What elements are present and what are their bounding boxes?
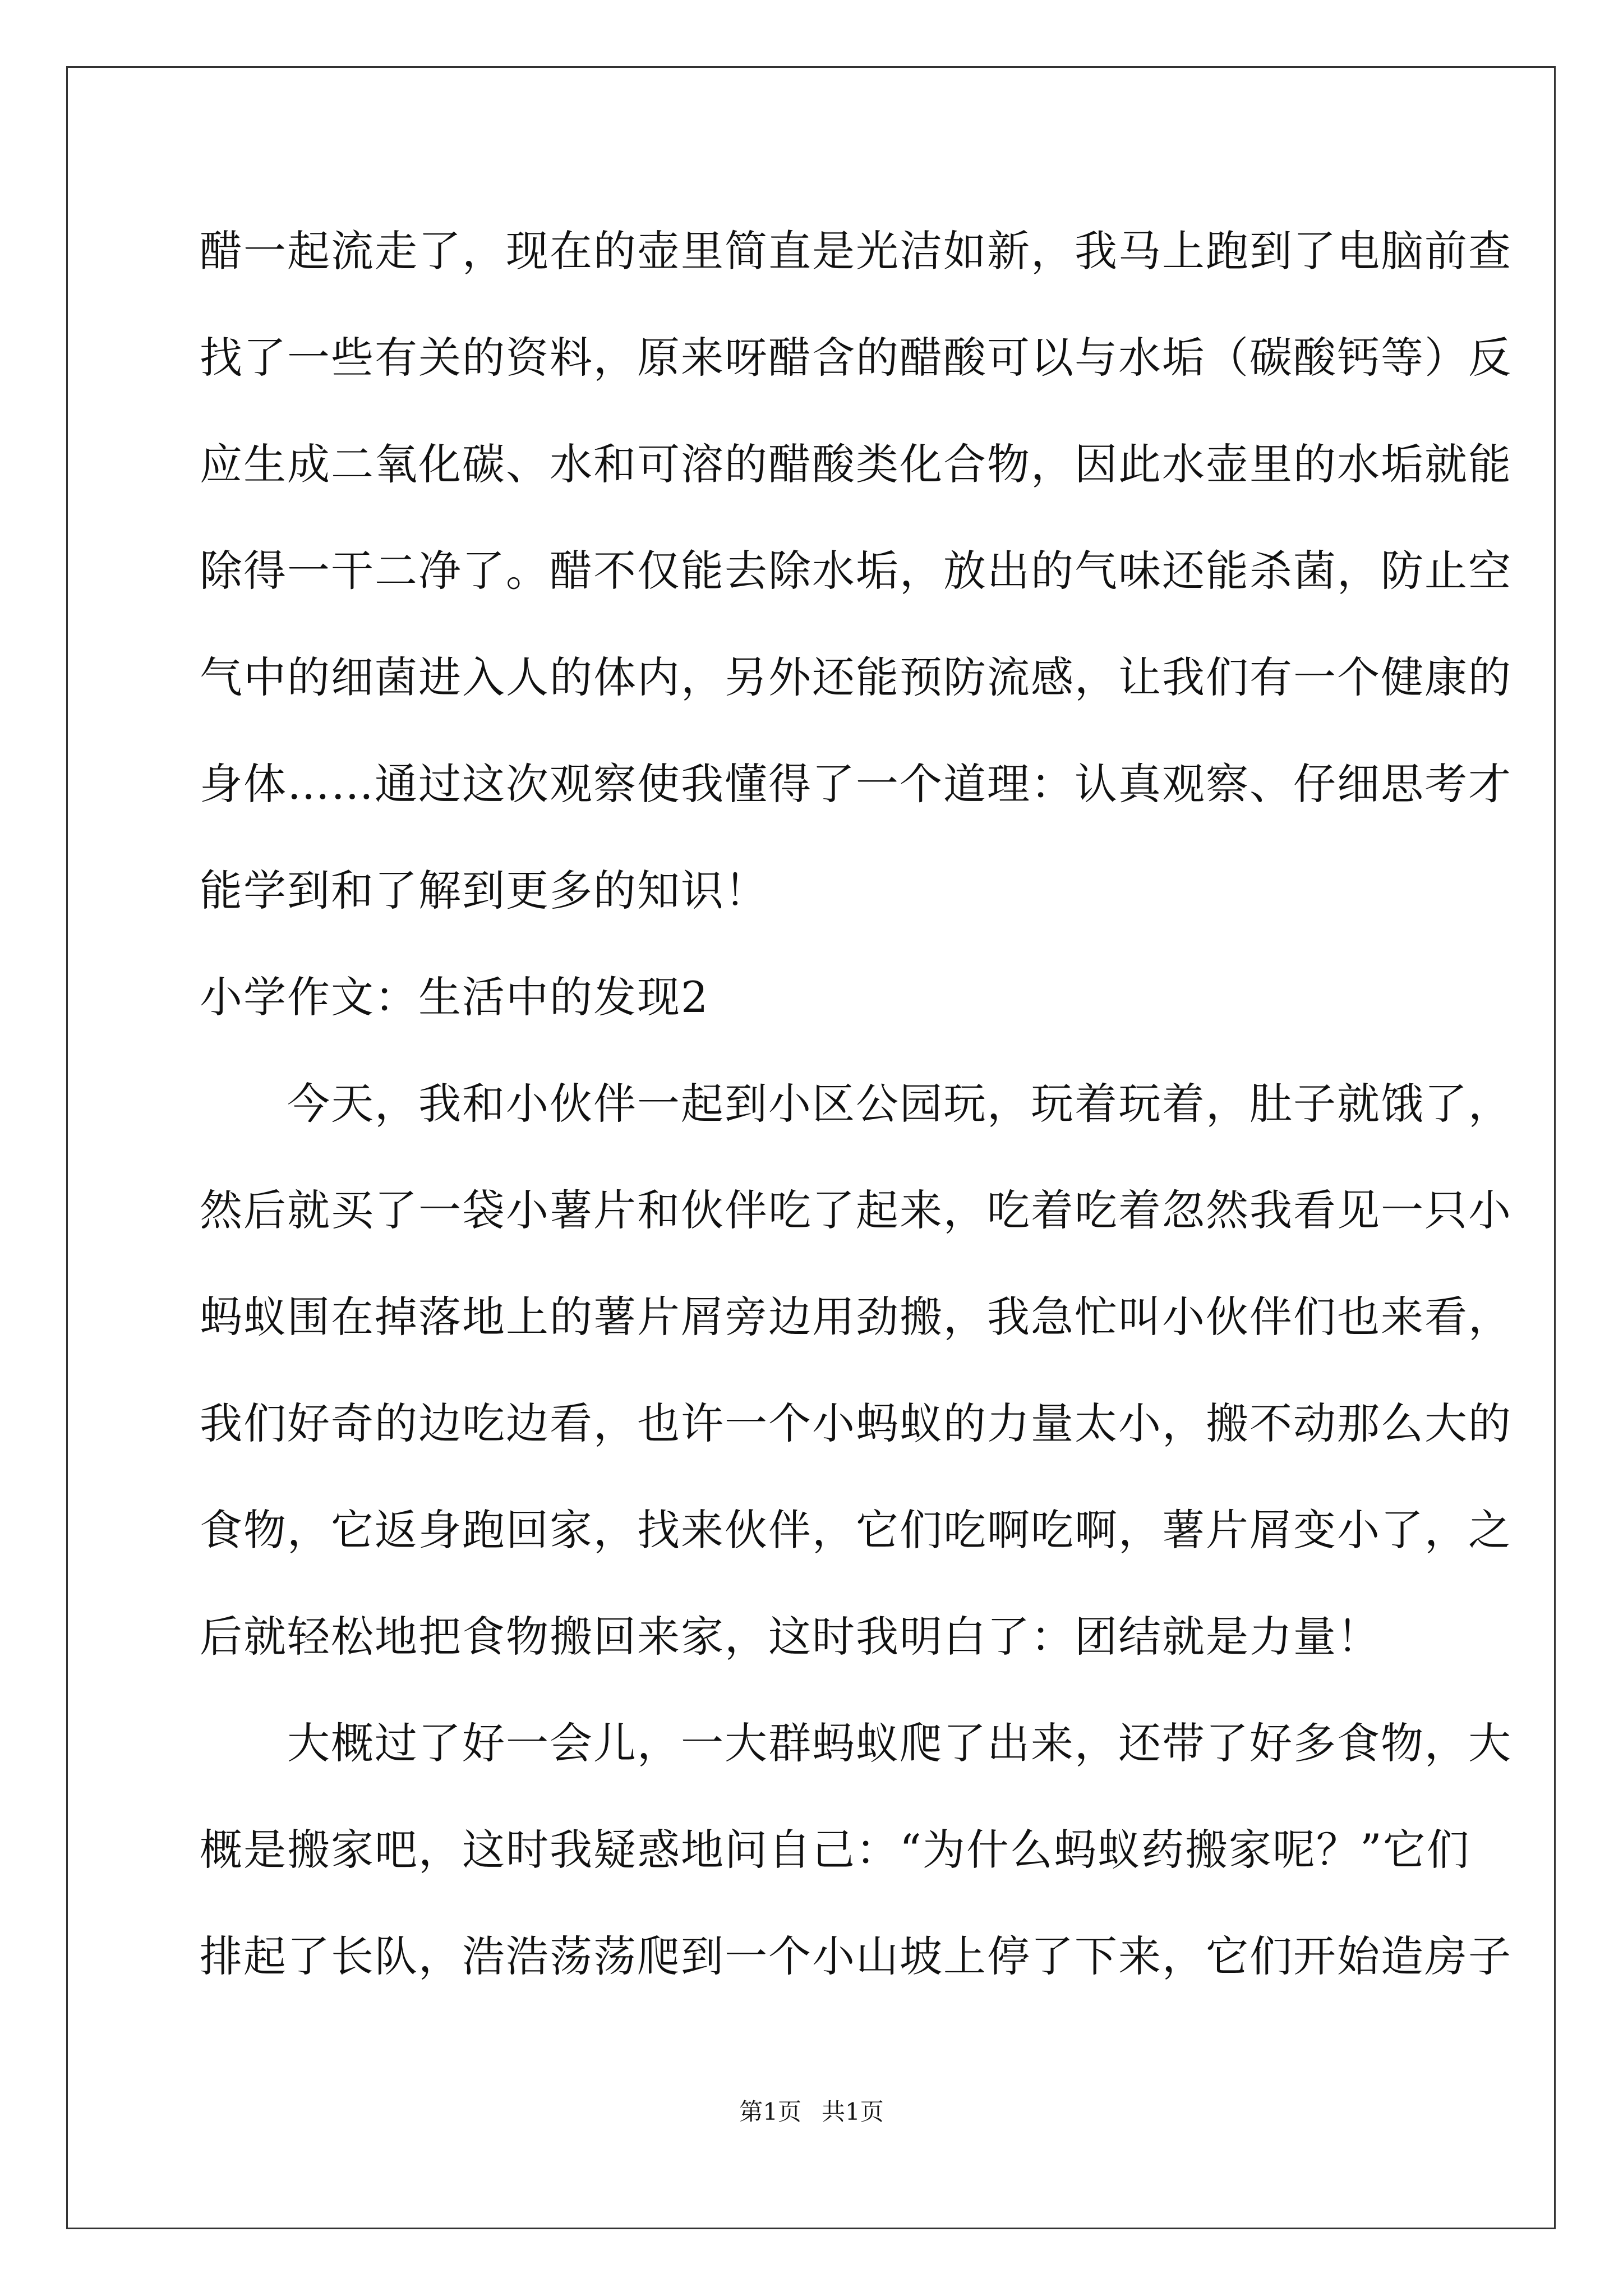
paragraph-line: 大概过了好一会儿，一大群蚂蚁爬了出来，还带了好多食物，大: [200, 1718, 1512, 1768]
page-number: 第1页: [739, 2098, 801, 2125]
paragraph-line: 后就轻松地把食物搬回来家，这时我明白了：团结就是力量！: [200, 1612, 1381, 1662]
paragraph-line: 然后就买了一袋小薯片和伙伴吃了起来，吃着吃着忽然我看见一只小: [200, 1185, 1512, 1235]
page-footer: [0, 2095, 1623, 2129]
paragraph-line: 排起了长队，浩浩荡荡爬到一个小山坡上停了下来，它们开始造房子: [200, 1931, 1512, 1981]
paragraph-line: 身体……通过这次观察使我懂得了一个道理：认真观察、仔细思考才: [200, 759, 1512, 809]
paragraph-line: 醋一起流走了，现在的壶里简直是光洁如新，我马上跑到了电脑前查: [200, 226, 1512, 276]
document-body: [200, 223, 1512, 2035]
paragraph-line: 今天，我和小伙伴一起到小区公园玩，玩着玩着，肚子就饿了，: [200, 1079, 1512, 1129]
paragraph-line: 应生成二氧化碳、水和可溶的醋酸类化合物，因此水壶里的水垢就能: [200, 439, 1512, 489]
paragraph-line: 我们好奇的边吃边看，也许一个小蚂蚁的力量太小，搬不动那么大的: [200, 1398, 1512, 1448]
section-heading: 小学作文：生活中的发现2: [200, 972, 709, 1022]
paragraph-line: 除得一干二净了。醋不仅能去除水垢，放出的气味还能杀菌，防止空: [200, 546, 1512, 596]
paragraph-line: 概是搬家吧，这时我疑惑地问自己：“为什么蚂蚁药搬家呢？”它们: [200, 1825, 1470, 1875]
paragraph-line: 气中的细菌进入人的体内，另外还能预防流感，让我们有一个健康的: [200, 652, 1512, 702]
paragraph-line: 蚂蚁围在掉落地上的薯片屑旁边用劲搬，我急忙叫小伙伴们也来看，: [200, 1292, 1512, 1342]
page-total: 共1页: [822, 2098, 884, 2125]
paragraph-line: 找了一些有关的资料，原来呀醋含的醋酸可以与水垢（碳酸钙等）反: [200, 333, 1512, 383]
paragraph-line: 能学到和了解到更多的知识！: [200, 866, 768, 915]
paragraph-line: 食物，它返身跑回家，找来伙伴，它们吃啊吃啊，薯片屑变小了，之: [200, 1505, 1512, 1555]
